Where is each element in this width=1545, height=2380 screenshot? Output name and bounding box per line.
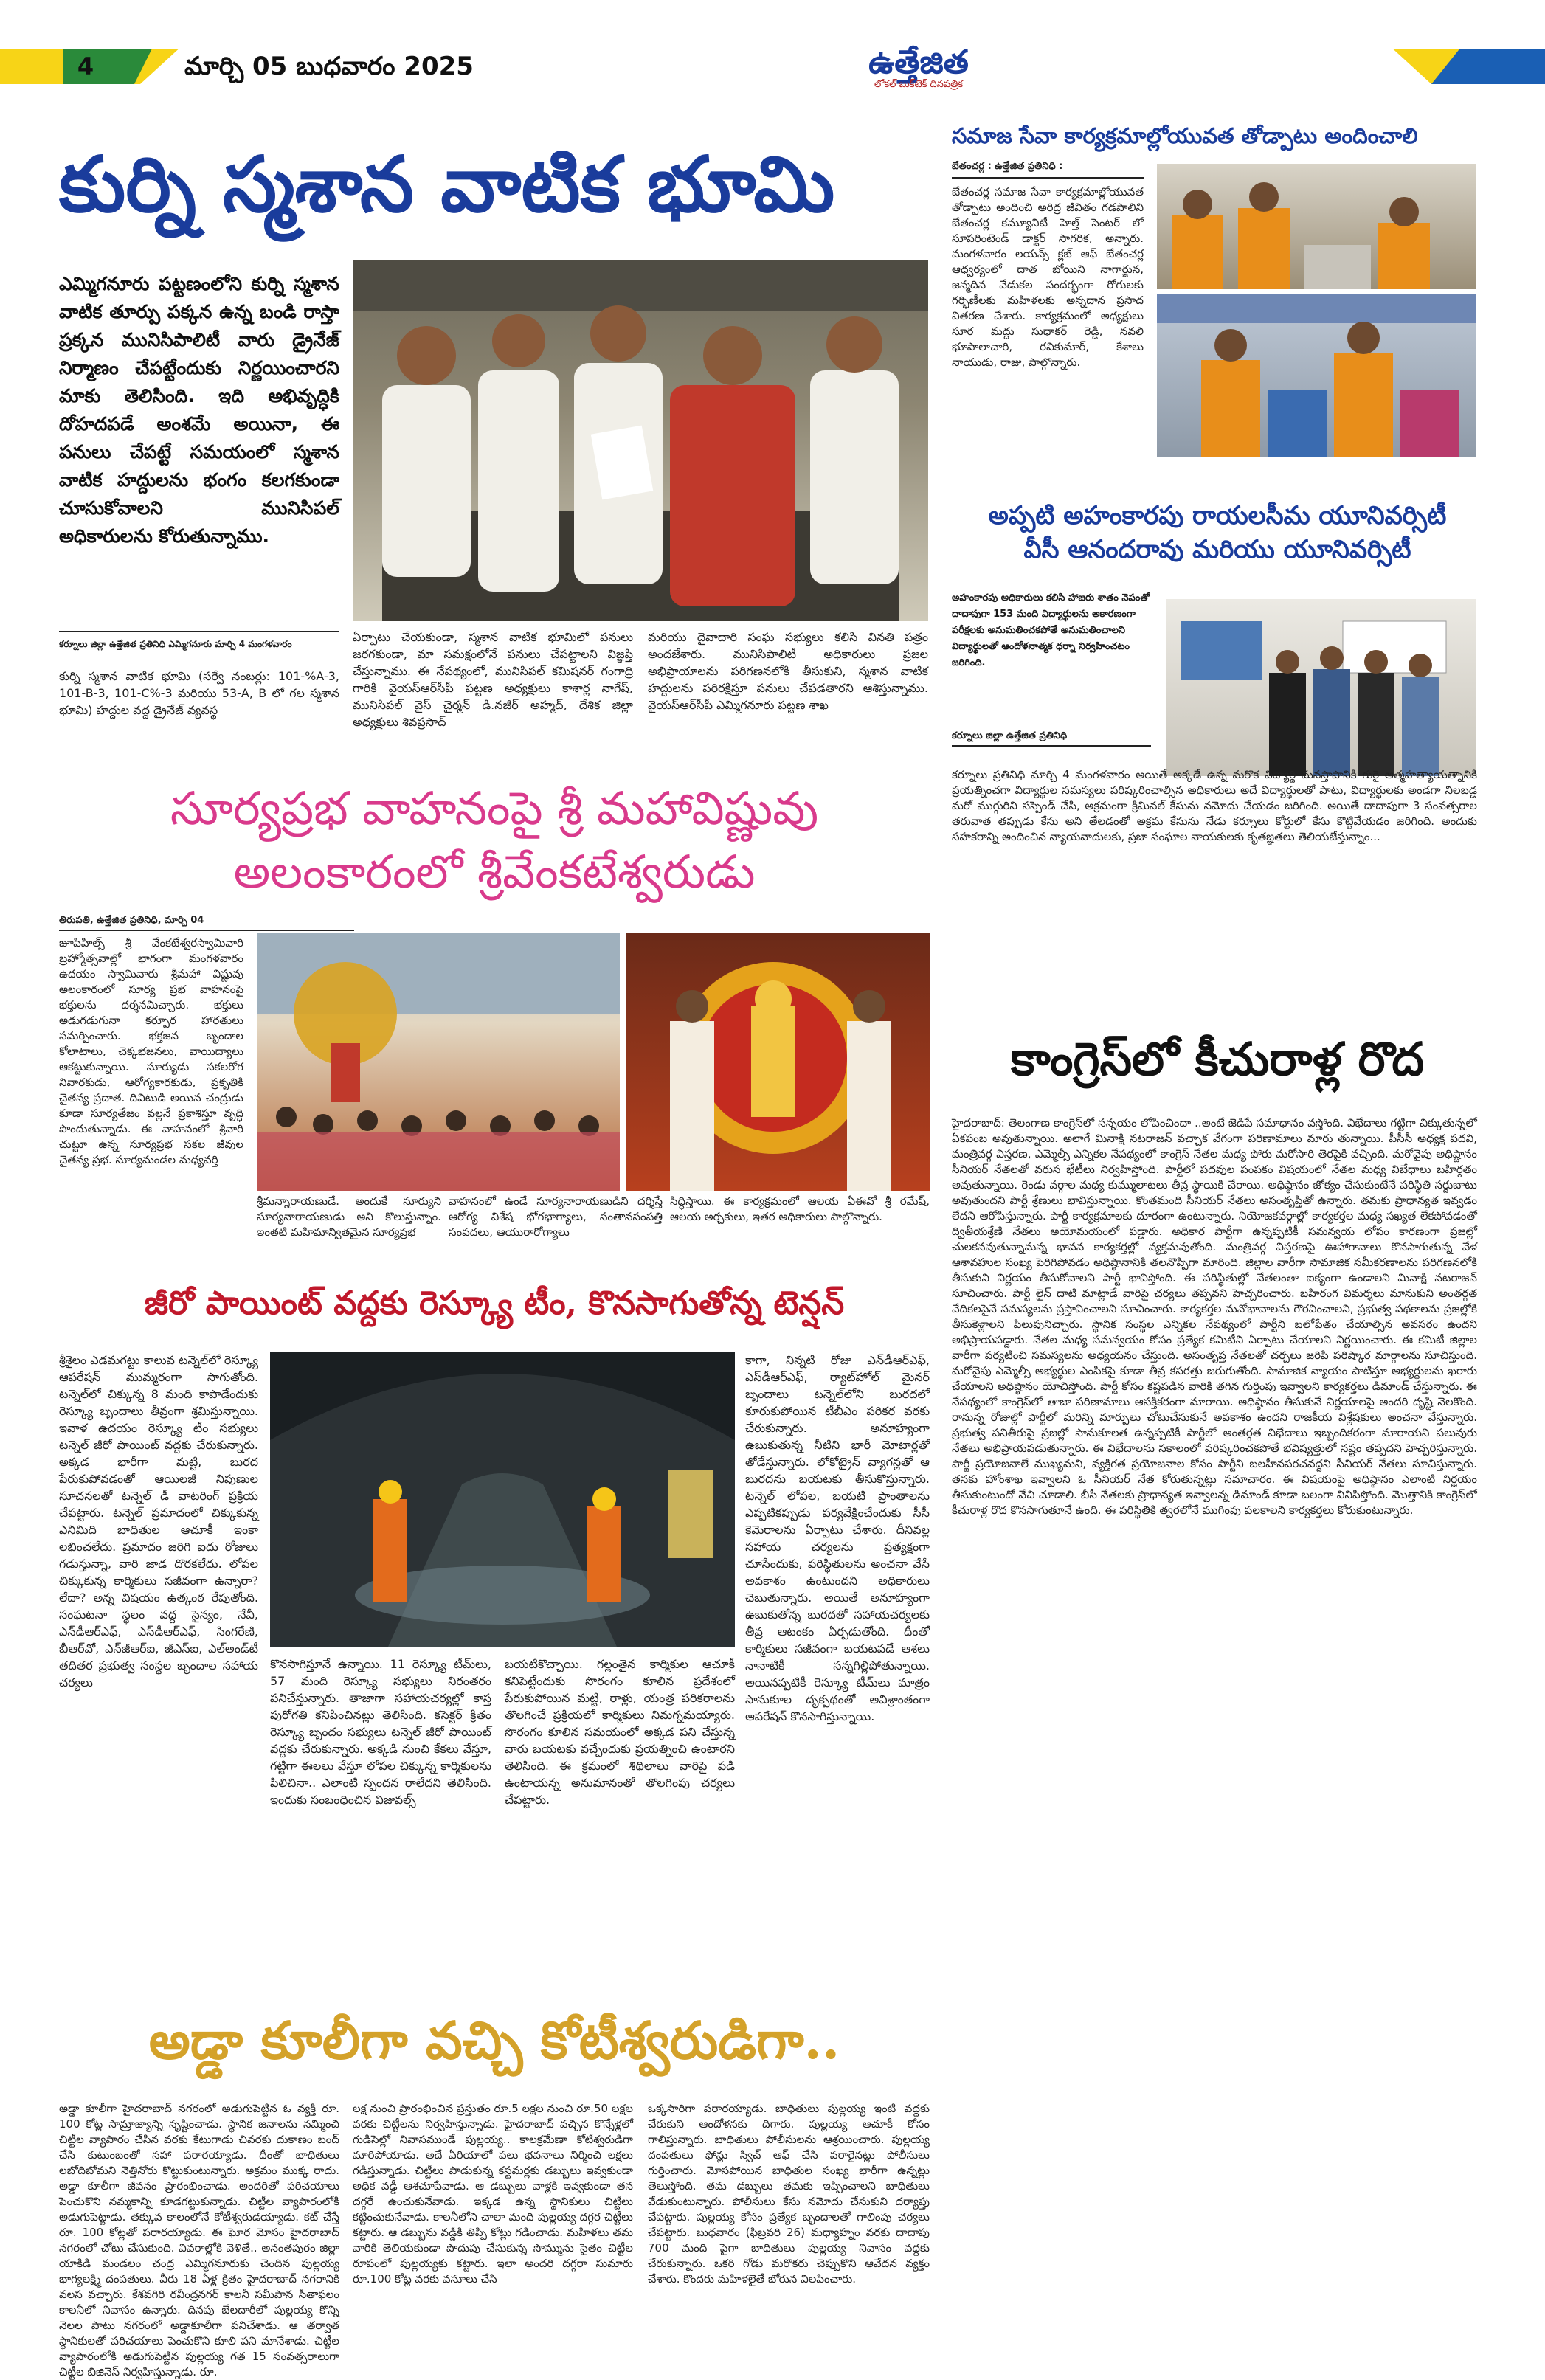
appati-credit-rule xyxy=(952,745,1151,747)
appati-body: కర్నూలు ప్రతినిధి మార్చి 4 మంగళవారం అయితే అక్కడే ఉన్న మరొక విద్యార్థి మనస్తాపానికి గురై ఆత్మహత్యాయత్నానికి ప్రయత్నించగా విద్యార్థుల సమస్యలు పరిష్కరించాల్సిన అధికారులు అదే విద్యార్థులతో పాటు, విద్యార్థులకు అండగా నిలబడ్డ మరో ముగ్గురిని సస్పెండ్ చేసి, అక్రమంగా క్రిమినల్ కేసును నమోదు చేయడం జరిగింది. అయితే దాదాపుగా 3 సంవత్సరాల తరువాత తప్పుడు కేసు అని తేలడంతో అక్రమ కేసును నేడు కర్నూలు కోర్టులో కేసు కొట్టివేయడం జరిగింది. అందుకు సహకరాన్ని అందించిన న్యాయవాదులకు, ప్రజా సంఘాల నాయకులకు కృతజ్ఞతలు తెలియజేస్తున్నాం... xyxy=(952,768,1477,843)
surya-body-left: జూపిహిల్స్ శ్రీ వేంకటేశ్వరస్వామివారి బ్రహ్మోత్సవాల్లో భాగంగా మంగళవారం ఉదయం స్వామివారు శ్రీమహా విష్ణువు అలంకారంలో సూర్య ప్రభ వాహనంపై భక్తులను దర్శనమిచ్చారు. భక్తులు అడుగడుగునా కర్పూర హారతులు సమర్పించారు. భక్తజన బృందాల కోలాటాలు, చెక్కభజనలు, వాయిద్యాలు ఆకట్టుకున్నాయి. సూర్యుడు సకలరోగ నివారకుడు, ఆరోగ్యకారకుడు, ప్రకృతికి చైతన్య ప్రదాత. దివిటుడి అయిన చంద్రుడు కూడా సూర్యతేజం వల్లనే ప్రకాశిస్తూ వృద్ధి పొందుతున్నాడు. ఈ వాహనంలో శ్రీవారి చుట్టూ ఉన్న సూర్యప్రభ సకల జీవుల చైతన్య ప్రభ. సూర్యమండల మధ్యవర్తి xyxy=(59,936,243,1166)
appati-photo-students xyxy=(1166,599,1476,776)
surya-credit: తిరుపతి, ఉత్తేజిత ప్రతినిధి, మార్చి 04 xyxy=(59,915,204,926)
kurni-headline: కుర్ని స్మశాన వాటిక భూమి xyxy=(59,139,835,229)
adda-col2: లక్ష నుంచి ప్రారంభించిన ప్రస్తుతం రూ.5 లక్షల నుంచి రూ.50 లక్షల వరకు చిట్టీలను నిర్వహిస్తున్నాడు. హైదరాబాద్ వచ్చిన కొన్నేళ్లలో గుడిసెల్లో నివాసముండే పుల్లయ్య.. కాలక్రమేణా కోటీశ్వరుడిగా మారిపోయాడు. అదే ఏరియాలో పలు భవనాలు నిర్మించి లక్షలు గడిస్తున్నాడు. చిట్టీలు పాడుకున్న కస్టమర్లకు డబ్బులు ఇవ్వకుండా అధిక వడ్డీ ఆశచూపేవాడు. ఆ డబ్బులు వాళ్లకి ఇవ్వకుండా తన దగ్గరే ఉంచుకునేవాడు. ఇక్కడ ఉన్న స్థానికులు చిట్టీలు కట్టించుకునేవాడు. కాలనీలోని చాలా మంది పుల్లయ్య దగ్గర చిట్టీలు కట్టారు. ఆ డబ్బును వడ్డీకి తిప్పి కోట్లు గడించాడు. మహిళలు తమ వారికి తెలియకుండా పొదుపు చేసుకున్న సొమ్మును సైతం చిట్టీల రూపంలో పుల్లయ్యకు కట్టారు. ఇలా అందరి దగ్గరా సుమారు రూ.100 కోట్ల వరకు వసూలు చేసి xyxy=(353,2102,633,2286)
zero-photo-tunnel-scene xyxy=(270,1352,735,1647)
logo-text: ఉత్తేజిత xyxy=(868,44,969,81)
samaja-credit-rule xyxy=(952,177,1144,179)
kurni-photo xyxy=(353,260,928,621)
samaja-credit: బేతంచర్ల : ఉత్తేజిత ప్రతినిధి : xyxy=(952,161,1063,172)
kurni-body-col1: కుర్ని స్మశాన వాటిక భూమి (సర్వే నంబర్లు: 101-%A-3, 101-B-3, 101-C%-3 మరియు 53-A, B లో గల స్మశాన భూమి) హద్దుల వద్ద డ్రైనేజ్ వ్యవస్థ xyxy=(59,669,339,717)
appati-photo xyxy=(1166,599,1476,776)
zero-col3: బయటికొచ్చాయి. గల్లంతైన కార్మికుల ఆచూకీ కనిపెట్టేందుకు సొరంగం కూలిన ప్రదేశంలో పేరుకుపోయిన మట్టి, రాళ్లు, యంత్ర పరికరాలను తొలగించే ప్రక్రియలో కార్మికులు నిమగ్నమయ్యారు. సొరంగం కూలిన సమయంలో అక్కడ పని చేస్తున్న వారు బయటకు వచ్చేందుకు ప్రయత్నించి ఉంటారని తెలిసింది. ఈ క్రమంలో శిథిలాలు వారిపై పడి ఉంటాయన్న అనుమానంతో తొలగింపు చర్యలు చేపట్టారు. xyxy=(505,1657,735,1807)
surya-photo-deity xyxy=(626,933,930,1191)
surya-headline-line2: అలంకారంలో శ్రీవేంకటేశ్వరుడు xyxy=(233,845,756,899)
adda-headline: అడ్డా కూలీగా వచ్చి కోటీశ్వరుడిగా.. xyxy=(148,2010,840,2071)
page-number: 4 xyxy=(77,52,94,80)
adda-col1: అడ్డా కూలీగా హైదరాబాద్ నగరంలో అడుగుపెట్టిన ఓ వ్యక్తి రూ. 100 కోట్ల సామ్రాజ్యాన్ని సృష్టించాడు. స్థానిక జనాలను నమ్మించి చిట్టీల వ్యాపారం చేసిన వరకు కేటుగాడు చివరకు దుకాణం బంద్ చేసి కుటుంబంతో సహా పరారయ్యాడు. దీంతో బాధితులు లబోదిబోమని నెత్తినోరు కొట్టుకుంటున్నారు. అక్రమం ముక్క రాదు. అడ్డా కూలీగా జీవనం ప్రారంభించాడు. అందరితో పరిచయాలు పెంచుకొని నమ్మకాన్ని కూడగట్టుకున్నాడు. చిట్టీల వ్యాపారంలోకి అడుగుపెట్టాడు. తక్కువ కాలంలోనే కోటీశ్వరుడయ్యాడు. కట్ చేస్తే రూ. 100 కోట్లతో పరారయ్యాడు. ఈ ఘోర మోసం హైదరాబాద్ నగరంలో చోటు చేసుకుంది. వివరాల్లోకి వెళితే.. అనంతపురం జిల్లా యాకిడి మండలం చంద్ర ఎమ్మిగనూరుకు చెందిన పుల్లయ్య భాగ్యలక్ష్మి దంపతులు. వీరు 18 ఏళ్ల క్రితం హైదరాబాద్ నగరానికి వలస వచ్చారు. కేశవగిరి రవీంద్రనగర్ కాలనీ సమీపాన సీతాఫలం కాలనీలో నివాసం ఉన్నారు. దినపు బేలదారీలో పుల్లయ్య కొన్ని నెలల పాటు నగరంలో అడ్డాకూలీగా పనిచేశాడు. ఆ తర్వాత స్థానికులతో పరిచయాలు పెంచుకొని కూలి పని మానేశాడు. చిట్టీల వ్యాపారంలోకి అడుగుపెట్టిన పుల్లయ్య గత 15 సంవత్సరాలుగా చిట్టీల బిజినెస్ నిర్వహిస్తున్నాడు. రూ. xyxy=(59,2102,339,2379)
appati-credit: కర్నూలు జిల్లా ఉత్తేజిత ప్రతినిధి xyxy=(952,730,1068,741)
kurni-body-col2: ఏర్పాటు చేయకుండా, స్మశాన వాటిక భూమిలో పనులు జరగకుండా, మా సమక్షంలోనే పనులు చేపట్టాలని విజ్ఞప్తి చేస్తున్నాము. ఈ నేపథ్యంలో, మునిసిపల్ కమిషనర్ గంగాద్రి గారికి వైయస్ఆర్‌సీపీ పట్టణ అధ్యక్షులు కాశార్ల నాగేష్, మునిసిపల్ వైస్ చైర్మన్ డి.నజీర్ అహ్మద్, దేశిక జిల్లా అధ్యక్షులు శివప్రసాద్ xyxy=(353,630,633,729)
samaja-photo-top xyxy=(1157,164,1476,289)
samaja-headline: సమాజ సేవా కార్యక్రమాల్లోయువత తోడ్పాటు అందించాలి xyxy=(952,123,1418,148)
zero-photo-tunnel xyxy=(270,1352,735,1647)
surya-photo-crowd-scene xyxy=(257,933,620,1191)
congress-body: హైదరాబాద్: తెలంగాణ కాంగ్రెస్‌లో సన్నయం లోపించిందా ..అంటే జెడిపే సమాధానం వస్తోంది. విభేదాలు గట్టిగా చిక్కుతున్నలో ఏకపంబ అవుతున్నాయి. అలాగే మినాక్షి నటరాజన్ వచ్చాక వేగంగా పరిణామాలు మారు తున్నాయి. పీసీసీ అధ్యక్ష పదవి, మంత్రివర్గ విస్తరణ, ఎమ్మెల్సీ ఎన్నికల నేపథ్యంలో కాంగ్రెస్ నేతల మధ్య పోరు మరోసారి తెరపైకి వచ్చింది. మరోవైపు అధిష్టానం సీనియర్ నేతలతో వరుస భేటీలు నిర్వహిస్తోంది. పార్టీలో పదవుల పంపకం విషయంలో నేతల మధ్య విబేధాలు బహిర్గతం అవుతున్నాయి. రెండు వర్గాల మధ్య కుమ్ములాటలు తీవ్ర స్థాయికి చేరాయి. అధిష్ఠానం జోక్యం చేసుకుంటేనే పరిస్థితి సర్దుబాటు అవుతుందని పార్టీ శ్రేణులు భావిస్తున్నాయి. కొంతమంది సీనియర్ నేతలు అసంతృప్తితో ఉన్నారు. తమకు ప్రాధాన్యత ఇవ్వడం లేదని ఆరోపిస్తున్నారు. పార్టీ కార్యక్రమాలకు దూరంగా ఉంటున్నారు. నియోజకవర్గాల్లో కార్యకర్తల మధ్య సఖ్యత లేకపోవడంతో ద్వితీయశ్రేణి నేతలు అయోమయంలో పడ్డారు. అధికార పార్టీగా ఉన్నప్పటికీ సమన్వయ లోపం కారణంగా ప్రజల్లో చులకనవుతున్నామన్న భావన కార్యకర్తల్లో వ్యక్తమవుతోంది. మంత్రివర్గ విస్తరణపై ఊహాగానాలు కొనసాగుతున్న వేళ ఆశావహుల సంఖ్య పెరిగిపోవడం అధిష్ఠానానికి తలనొప్పిగా మారింది. జిల్లాల వారీగా సామాజిక సమీకరణాలను పరిగణనలోకి తీసుకుని నిర్ణయం తీసుకోవాలని పార్టీ భావిస్తోంది. ఈ పరిస్థితుల్లో నేతలంతా ఐక్యంగా ఉండాలని మినాక్షి నటరాజన్ సూచించారు. పార్టీ లైన్ దాటి మాట్లాడే వారిపై చర్యలు తప్పవని హెచ్చరించారు. బహిరంగ విమర్శలు మానుకుని అంతర్గత వేదికలపైనే సమస్యలను ప్రస్తావించాలని సూచించారు. కార్యకర్తల మనోభావాలను గౌరవించాలని, ప్రభుత్వ పథకాలను ప్రజల్లోకి తీసుకెళ్లాలని పిలుపునిచ్చారు. స్థానిక సంస్థల ఎన్నికల నేపథ్యంలో పార్టీని బలోపేతం చేయాల్సిన అవసరం ఉందని అభిప్రాయపడ్డారు. నేతల మధ్య సమన్వయం కోసం ప్రత్యేక కమిటీని ఏర్పాటు చేయాలని నిర్ణయించారు. ఈ కమిటీ జిల్లాల వారీగా పర్యటించి సమస్యలను అధ్యయనం చేస్తుంది. అసంతృప్త నేతలతో చర్చలు జరిపి పరిష్కార మార్గాలను సూచిస్తుంది. మరోవైపు ఎమ్మెల్సీ అభ్యర్థుల ఎంపికపై కూడా తీవ్ర కసరత్తు జరుగుతోంది. సామాజిక న్యాయం పాటిస్తూ అభ్యర్థులను ఖరారు చేయాలని అధిష్ఠానం యోచిస్తోంది. పార్టీ కోసం కష్టపడిన వారికి తగిన గుర్తింపు ఇవ్వాలని కార్యకర్తలు డిమాండ్ చేస్తున్నారు. ఈ నేపథ్యంలో కాంగ్రెస్‌లో తాజా పరిణామాలు ఆసక్తికరంగా మారాయి. అధిష్ఠానం తీసుకునే నిర్ణయాలపై అందరి దృష్టి నెలకొంది. రానున్న రోజుల్లో పార్టీలో మరిన్ని మార్పులు చోటుచేసుకునే అవకాశం ఉందని రాజకీయ విశ్లేషకులు అంచనా వేస్తున్నారు. ప్రభుత్వ పనితీరుపై ప్రజల్లో సానుకూలత ఉన్నప్పటికీ పార్టీలో అంతర్గత విభేదాలు ఇబ్బందికరంగా మారాయని పలువురు నేతలు అభిప్రాయపడుతున్నారు. ఈ విభేదాలను సకాలంలో పరిష్కరించకపోతే భవిష్యత్తులో నష్టం తప్పదని హెచ్చరిస్తున్నారు. పార్టీ ప్రయోజనాలే ముఖ్యమని, వ్యక్తిగత ప్రయోజనాల కోసం పార్టీని బలహీనపరచవద్దని సీనియర్ నేతలు సూచిస్తున్నారు. తనకు హోంశాఖ ఇవ్వాలని ఓ సీనియర్ నేత కోరుతున్నట్లు సమాచారం. ఈ విషయంపై అధిష్ఠానం ఎలాంటి నిర్ణయం తీసుకుంటుందో వేచి చూడాలి. బీసీ నేతలకు ప్రాధాన్యత ఇవ్వాలన్న డిమాండ్ కూడా బలంగా వినిపిస్తోంది. మొత్తానికి కాంగ్రెస్‌లో కీచురాళ్ల రొద కొనసాగుతూనే ఉంది. ఈ పరిస్థితికి త్వరలోనే ముగింపు పలకాలని కార్యకర్తలు కోరుకుంటున్నారు. xyxy=(952,1116,1477,1517)
surya-body-bottom-col3: సిద్ధిస్తాయి. ఈ కార్యక్రమంలో ఆలయ ఏఈవో శ్రీ రమేష్, ఆలయ అర్చకులు, ఇతర అధికారులు పాల్గొన్నారు. xyxy=(670,1194,930,1223)
surya-photo-deity-scene xyxy=(626,933,930,1191)
adda-col3: ఒక్కసారిగా పరారయ్యాడు. బాధితులు పుల్లయ్య ఇంటి వద్దకు చేరుకుని ఆందోళనకు దిగారు. పుల్లయ్య ఆచూకీ కోసం గాలిస్తున్నారు. బాధితులు పోలీసులను ఆశ్రయించారు. పుల్లయ్య దంపతులు ఫోన్లు స్విచ్ ఆఫ్ చేసి పరారైనట్లు పోలీసులు గుర్తించారు. మోసపోయిన బాధితుల సంఖ్య భారీగా ఉన్నట్లు తెలుస్తోంది. తమ డబ్బులు తమకు ఇప్పించాలని బాధితులు వేడుకుంటున్నారు. పోలీసులు కేసు నమోదు చేసుకుని దర్యాప్తు చేపట్టారు. పుల్లయ్య కోసం ప్రత్యేక బృందాలతో గాలింపు చర్యలు చేపట్టారు. బుధవారం (ఫిబ్రవరి 26) మధ్యాహ్నం వరకు దాదాపు 700 మంది పైగా బాధితులు పుల్లయ్య నివాసం వద్దకు చేరుకున్నారు. ఒకరి గోడు మరొకరు చెప్పుకొని ఆవేదన వ్యక్తం చేశారు. కొందరు మహిళలైతే బోరున విలపించారు. xyxy=(648,2102,930,2286)
masthead-logo xyxy=(819,46,1018,91)
zero-col4: కాగా, నిన్నటి రోజు ఎన్‌డీఆర్ఎఫ్, ఎస్‌డీఆర్ఎఫ్, ర్యాట్‌హోల్ మైనర్ బృందాలు టన్నెల్‌లోని బురదలో కూరుకుపోయిన టీబీఎం పరికర వరకు చేరుకున్నారు. అనూహ్యంగా ఉబుకుతున్న నీటిని భారీ మోటార్లతో తోడేస్తున్నారు. లోకోట్రైన్ వ్యాగన్లతో ఆ బురదను బయటకు తీసుకొస్తున్నారు. టన్నెల్ లోపల, బయటి ప్రాంతాలను ఎప్పటికప్పుడు పర్యవేక్షించేందుకు సీసీ కెమెరాలను ఏర్పాటు చేశారు. దీనివల్ల సహాయ చర్యలను ప్రత్యక్షంగా చూసేందుకు, పరిస్థితులను అంచనా వేసే అవకాశం ఉంటుందని అధికారులు చెబుతున్నారు. అయితే అనూహ్యంగా ఉబుకుతోన్న బురదతో సహాయచర్యలకు తీవ్ర ఆటంకం ఏర్పడుతోంది. దీంతో కార్మికులు సజీవంగా బయటపడే ఆశలు నానాటికీ సన్నగిల్లిపోతున్నాయి. అయినప్పటికీ రెస్క్యూ టీమ్‌లు మాత్రం సానుకూల దృక్పథంతో అవిశ్రాంతంగా ఆపరేషన్ కొనసాగిస్తున్నాయి. xyxy=(745,1353,930,1723)
zero-headline: జీరో పాయింట్ వద్దకు రెస్క్యూ టీం, కొనసాగుతోన్న టెన్షన్ xyxy=(144,1284,845,1322)
kurni-body-col3: మరియు దైవాదారి సంఘ సభ్యులు కలిసి వినతి పత్రం అందజేశారు. మునిసిపాలిటీ అధికారులు ప్రజల అభిప్రాయాలను పరిగణనలోకి తీసుకుని, స్మశాన వాటిక హద్దులను పరిరక్షిస్తూ పనులు చేపడతారని ఆశిస్తున్నాము. వైయస్ఆర్‌సీపీ ఎమ్మిగనూరు పట్టణ శాఖ xyxy=(648,630,928,712)
kurni-lead-text: ఎమ్మిగనూరు పట్టణంలోని కుర్ని స్మశాన వాటిక తూర్పు పక్కన ఉన్న బండి రాస్తా ప్రక్కన మునిసిపాలిటీ వారు డ్రైనేజ్ నిర్మాణం చేపట్టేందుకు నిర్ణయించారని మాకు తెలిసింది. ఇది అభివృద్ధికి దోహదపడే అంశమే అయినా, ఈ పనులు చేపట్టే సమయంలో స్మశాన వాటిక హద్దులను భంగం కలగకుండా చూసుకోవాలని మునిసిపల్ అధికారులను కోరుతున్నాము. xyxy=(59,273,339,547)
samaja-photo-bottom xyxy=(1157,294,1476,457)
kurni-photo-people xyxy=(353,260,928,621)
appati-lead: అహంకారపు అధికారులు కలిసి హాజరు శాతం నెపంతో దాదాపుగా 153 మంది విద్యార్థులను అకారణంగా పరీక్షలకు అనుమతించకపోతే అనుమతించాలని విద్యార్థులతో ఆందోళనాత్మక ధర్నా నిర్వహించటం జరిగింది. xyxy=(952,592,1150,668)
zero-col2: కొనసాగిస్తూనే ఉన్నాయి. 11 రెస్క్యూ టీమ్‌లు, 57 మంది రెస్క్యూ సభ్యులు నిరంతరం పనిచేస్తున్నారు. తాజాగా సహాయచర్యల్లో కాస్త పురోగతి కనిపించినట్లు తెలిసింది. కసెక్టర్ క్రితం రెస్క్యూ బృందం సభ్యులు టన్నెల్ జీరో పాయింట్ వద్దకు చేరుకున్నారు. అక్కడి నుంచి కేకలు వేస్తూ, గట్టిగా ఈలలు వేస్తూ లోపల చిక్కున్న కార్మికులను పిలిచినా.. ఎలాంటి స్పందన రాలేదని తెలిసింది. ఇందుకు సంబంధించిన విజువల్స్ xyxy=(270,1657,491,1807)
appati-headline-line2: వీసీ ఆనందరావు మరియు యూనివర్సిటీ xyxy=(1023,535,1411,564)
congress-headline: కాంగ్రెస్‌లో కీచురాళ్ల రొద xyxy=(1010,1032,1425,1086)
zero-col1: శ్రీశైలం ఎడమగట్టు కాలువ టన్నెల్‌లో రెస్క్యూ ఆపరేషన్ ముమ్మరంగా సాగుతోంది. టన్నెల్‌లో చిక్కున్న 8 మంది కాపాడేందుకు రెస్క్యూ బృందాలు తీవ్రంగా శ్రమిస్తున్నాయి. ఇవాళ ఉదయం రెస్క్యూ టీం సభ్యులు టన్నెల్ జీరో పాయింట్ వద్దకు చేరుకున్నారు. అక్కడ భారీగా మట్టి, బురద పేరుకుపోవడంతో ఆయిలజీ నిపుణుల సూచనలతో టన్నెల్ డీ వాటరింగ్ ప్రక్రియ చేపట్టారు. టన్నెల్ ప్రమాదంలో చిక్కుకున్న ఎనిమిది బాధితుల ఆచూకీ ఇంకా లభించలేదు. ప్రమాదం జరిగి ఐదు రోజులు గడుస్తున్నా, వారి జాడ దొరకలేదు. లోపల చిక్కుకున్న కార్మికులు సజీవంగా ఉన్నారా? లేదా? అన్న విషయం ఉత్కంఠ రేపుతోంది. సంఘటనా స్థలం వద్ద సైన్యం, నేవీ, ఎన్‌డీఆర్ఎఫ్, ఎస్‌డీఆర్ఎఫ్, సింగరేణి, బీఆర్‌వో, ఎన్‌జీఆర్ఐ, జీఎస్ఐ, ఎల్అండ్‌టీ తదితర ప్రభుత్వ సంస్థల బృందాల సహాయ చర్యలు xyxy=(59,1353,258,1689)
kurni-lead-rule xyxy=(59,631,339,632)
kurni-credit: కర్నూలు జిల్లా ఉత్తేజిత ప్రతినిధి ఎమ్మిగనూరు మార్చి 4 మంగళవారం xyxy=(59,639,292,649)
surya-body-bottom-col2: వాహనంలో ఉండే సూర్యనారాయణుడిని దర్శిస్తే ఆరోగ్య విశేష భోగభాగ్యాలు, సంతానసంపత్తి సంపదలు, ఆయురారోగ్యాలు xyxy=(449,1194,663,1239)
surya-body-bottom-col1: శ్రీమన్నారాయణుడే. అందుకే సూర్యుని సూర్యనారాయణుడు అని కొలుస్తున్నాం. ఇంతటి మహిమాన్వితమైన సూర్యప్రభ xyxy=(257,1194,441,1239)
surya-photo-crowd xyxy=(257,933,620,1191)
surya-headline-line1: సూర్యప్రభ వాహనంపై శ్రీ మహావిష్ణువు xyxy=(170,781,819,835)
samaja-photo-top-people xyxy=(1157,164,1476,289)
surya-credit-rule xyxy=(59,930,354,931)
logo-tagline: లోకల్ బుక్‌టెక్ దినపత్రిక xyxy=(874,79,964,90)
samaja-photo-bottom-people xyxy=(1157,294,1476,457)
edition-date: మార్చి 05 బుధవారం 2025 xyxy=(184,52,474,81)
samaja-body: బేతంచర్ల సమాజ సేవా కార్యక్రమాల్లోయువత తోడ్పాటు అందించి అరిద్ర జీవితం గడపాలిని బేతంచర్ల కమ్యూనిటీ హెల్త్ సెంటర్ లో సూపరింటెండ్ డాక్టర్ సాగరిక, అన్నారు. మంగళవారం లయన్స్ క్లబ్ ఆఫ్ బేతంచర్ల ఆధ్వర్యంలో దాత బోయిని నాగార్జున, జన్మదిన వేడుకల సందర్భంగా రోగులకు గర్భిణీలకు మహిళలకు అన్నదాన ప్రసాద వితరణ చేశారు. కార్యక్రమంలో అధ్యక్షులు సూర మద్దు సుధాకర్ రెడ్డి, నవలి భూపాలాచారి, రవికుమార్, కేశాలు నాయుడు, రాజు, పాల్గొన్నారు. xyxy=(952,185,1144,369)
appati-headline-line1: అప్పటి అహంకారపు రాయలసీమ యూనివర్సిటీ xyxy=(988,501,1447,530)
